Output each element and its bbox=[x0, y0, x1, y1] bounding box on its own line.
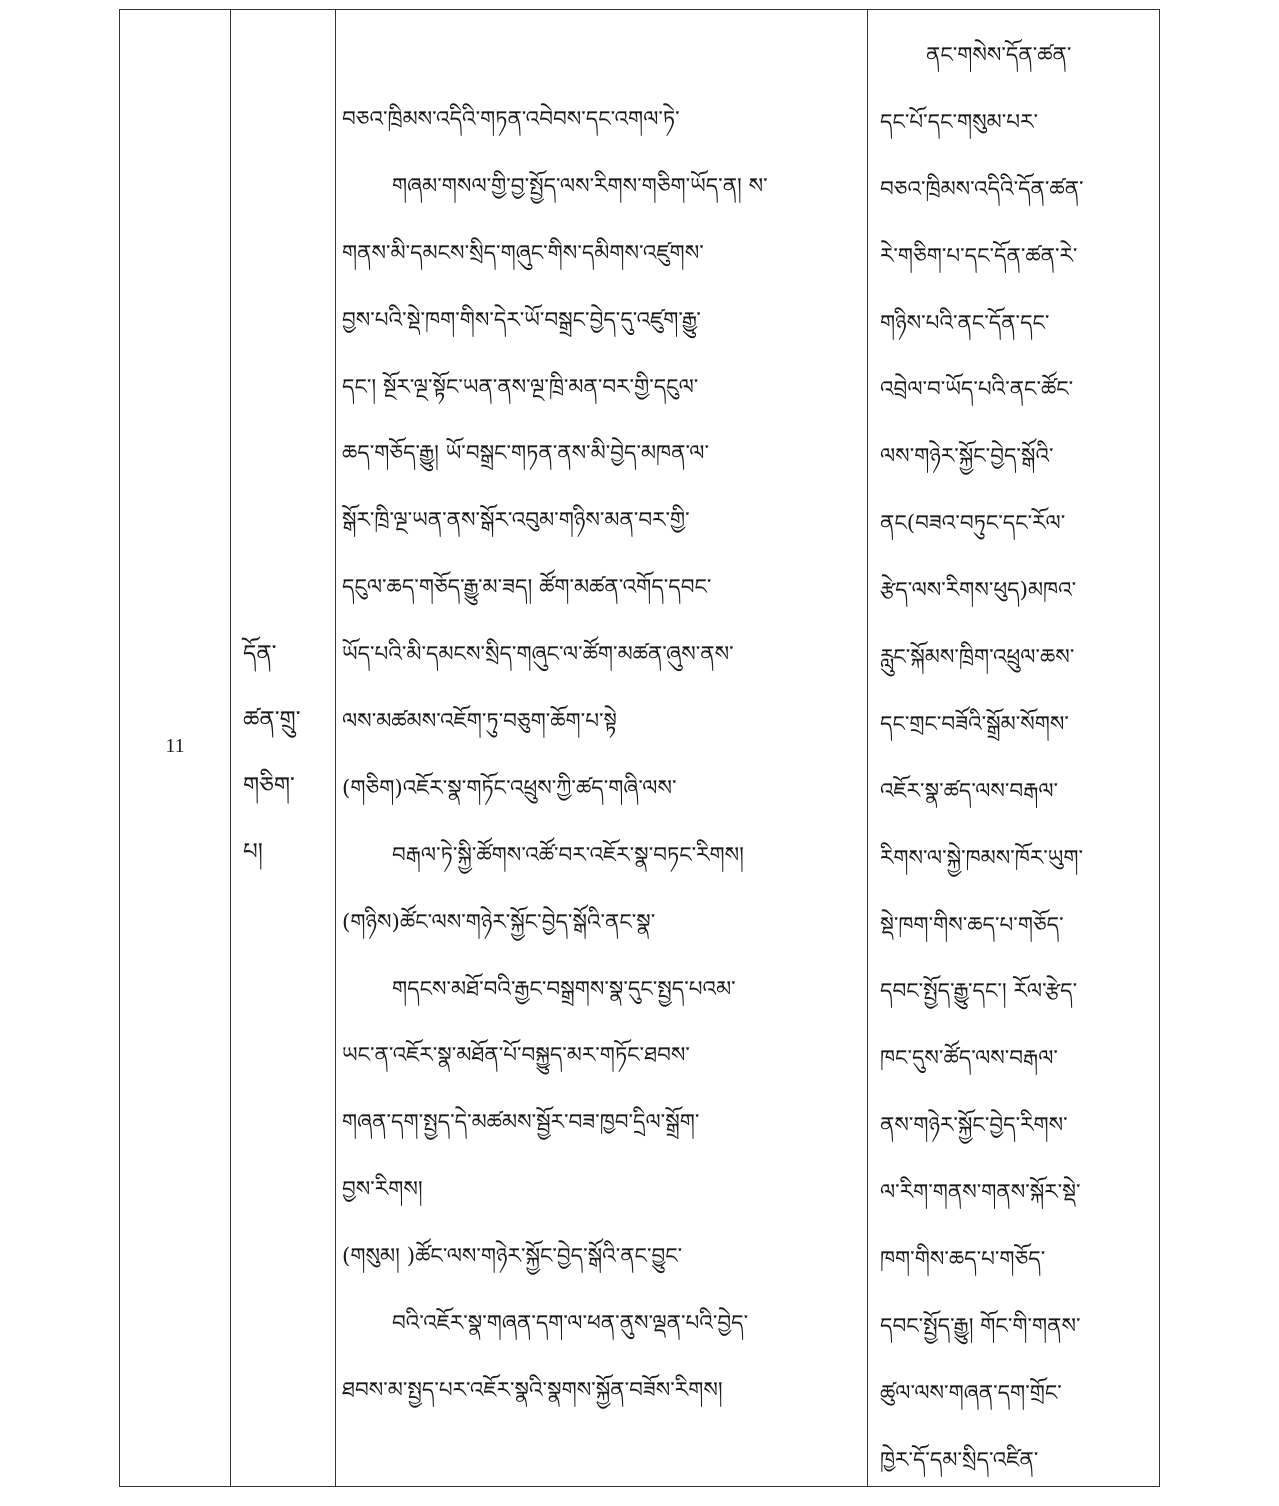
note-line: ལས་གཉེར་སྐྱོང་བྱེད་སྒོའི་ bbox=[880, 444, 1054, 470]
body-line: སྒོར་ཁྲི་ལྔ་ཡན་ནས་སྒོར་འབུམ་གཉིས་མན་བར་གྱི་ bbox=[342, 508, 690, 534]
body-line: ལས་མཚམས་འཇོག་ཏུ་བཅུག་ཆོག་པ་སྟེ bbox=[342, 709, 617, 735]
body-line: ཡོད་པའི་མི་དམངས་སྲིད་གཞུང་ལ་ཚོག་མཚན་ཞུས་ནས་ bbox=[342, 642, 734, 668]
body-cell bbox=[336, 10, 868, 1486]
row-number: 11 bbox=[165, 735, 185, 757]
note-line: སྡེ་ཁག་གིས་ཆད་པ་གཅོད་ bbox=[880, 912, 1064, 938]
note-line: དང་པོ་དང་གསུམ་པར་ bbox=[880, 109, 1038, 135]
note-line: རེ་གཅིག་པ་དང་དོན་ཚན་རེ་ bbox=[880, 243, 1078, 269]
note-cell bbox=[868, 10, 1158, 1486]
body-text bbox=[336, 98, 867, 1436]
regulation-table bbox=[119, 9, 1160, 1487]
row-number-cell bbox=[120, 10, 231, 1486]
note-line: གཉིས་པའི་ནང་དོན་དང་ bbox=[880, 310, 1050, 336]
body-line: དངུལ་ཆད་གཅོད་རྒྱུ་མ་ཟད། ཚོག་མཚན་འགོད་དབང་ bbox=[342, 575, 712, 601]
note-line: དབང་སྤྱོད་རྒྱུ་དང་། རོལ་རྩེད་ bbox=[880, 979, 1078, 1005]
title-line: གཅིག་ bbox=[243, 773, 295, 799]
note-line: དབང་སྤྱོད་རྒྱུ། གོང་གི་གནས་ bbox=[880, 1313, 1081, 1339]
note-line: རྩེད་ལས་རིགས་ཕུད)མཁའ་ bbox=[880, 578, 1077, 604]
note-line: འབྲེལ་བ་ཡོད་པའི་ནང་ཚོང་ bbox=[880, 377, 1074, 403]
note-line: རླུང་སྐོམས་ཁྲིག་འཕྲུལ་ཆས་ bbox=[880, 645, 1075, 671]
note-line: རིགས་ལ་སྐྱེ་ཁམས་ཁོར་ཡུག་ bbox=[880, 845, 1084, 871]
note-line: ཚུལ་ལས་གཞན་དག་གྲོང་ bbox=[880, 1380, 1062, 1406]
title-line: ཚན་གྲུ་ bbox=[243, 707, 301, 733]
title-lines bbox=[243, 632, 301, 896]
note-line: ནང་གསེས་དོན་ཚན་ bbox=[926, 43, 1072, 68]
body-line: དང་། སྔོར་ལྔ་སྟོང་ཡན་ནས་ལྔ་ཁྲི་མན་བར་གྱི་དངུལ་ bbox=[342, 374, 699, 400]
body-line: བའི་འཇོར་སྣ་གཞན་དག་ལ་ཕན་ནུས་ལྡན་པའི་བྱེད་ bbox=[392, 1311, 749, 1337]
note-line: ཁང་དུས་ཚོད་ལས་བརྒལ་ bbox=[880, 1046, 1058, 1072]
note-line: ཁག་གིས་ཆད་པ་གཅོད་ bbox=[880, 1247, 1046, 1273]
body-line: བརྒལ་ཏེ་སྐྱི་ཚོགས་འཚོ་བར་འཇོར་སྣ་བཏང་རིགས། bbox=[392, 842, 744, 868]
title-line: པ། bbox=[243, 839, 263, 865]
body-line: (གཉིས)ཚོང་ལས་གཉེར་སྐྱོང་བྱེད་སྒོའི་ནང་སྣ་ bbox=[342, 909, 656, 935]
body-line: ཐབས་མ་སྤྱད་པར་འཇོར་སྣའི་སྣགས་སྐྱོན་བཟོས་རིགས། bbox=[342, 1377, 723, 1403]
body-line: བཅའ་ཁྲིམས་འདིའི་གཏན་འབེབས་དང་འགལ་ཏེ་ bbox=[342, 107, 680, 132]
body-line: བྱས་རིགས། bbox=[342, 1177, 423, 1203]
body-line: གཞམ་གསལ་གྱི་བྱ་སྤྱོད་ལས་རིགས་གཅིག་ཡོད་ན། ས་ bbox=[392, 173, 768, 199]
note-line: ནང(བཟའ་བཏུང་དང་རོལ་ bbox=[880, 511, 1066, 537]
title-cell bbox=[231, 10, 336, 1486]
note-line: ཁྱེར་དོ་དམ་སྲིད་འཛིན་ bbox=[880, 1447, 1039, 1473]
body-line: གཞན་དག་སྤྱད་དེ་མཚམས་སྦྱོར་བཟ་ཁྱབ་དྲིལ་སྒྲོག་ bbox=[342, 1110, 700, 1136]
body-line: (གཅིག)འཇོར་སྣ་གཏོང་འཕྲུས་ཀྱི་ཚད་གཞི་ལས་ bbox=[342, 775, 677, 801]
body-line: ཆད་གཅོད་རྒྱུ། ཡོ་བསྒྲང་གཏན་ནས་མི་བྱེད་མཁན་ལ་ bbox=[342, 441, 710, 467]
note-line: ནས་གཉེར་སྐྱོང་བྱེད་རིགས་ bbox=[880, 1113, 1068, 1139]
note-line: བཅའ་ཁྲིམས་འདིའི་དོན་ཚན་ bbox=[880, 176, 1084, 202]
title-line: དོན་ bbox=[243, 641, 277, 667]
body-line: བྱས་པའི་སྡེ་ཁག་གིས་དེར་ཡོ་བསྒྲང་བྱེད་དུ་འཛུག་རྒྱུ་ bbox=[342, 307, 701, 333]
body-line: གནས་མི་དམངས་སྲིད་གཞུང་གིས་དམིགས་འཛུགས་ bbox=[342, 240, 704, 266]
note-line: དང་གྲང་བཟོའི་སྒྲོམ་སོགས་ bbox=[880, 711, 1069, 737]
note-line: ལ་རིག་གནས་གནས་སྐོར་སྡེ་ bbox=[880, 1180, 1081, 1206]
body-line: གདངས་མཐོ་བའི་རྒྱང་བསྒྲགས་སྣ་དུང་སྤྱད་པའམ་ bbox=[392, 976, 736, 1002]
note-line: འཇོར་སྣ་ཚད་ལས་བརྒལ་ bbox=[880, 778, 1059, 804]
body-line: (གསུམ། )ཚོང་ལས་གཉེར་སྐྱོང་བྱེད་སྒོའི་ནང་བྱུང་ bbox=[342, 1244, 683, 1270]
body-line: ཡང་ན་འཇོར་སྣ་མཐོན་པོ་བསྐྱུད་མར་གཏོང་ཐབས་ bbox=[342, 1043, 690, 1069]
note-text bbox=[868, 34, 1158, 1506]
